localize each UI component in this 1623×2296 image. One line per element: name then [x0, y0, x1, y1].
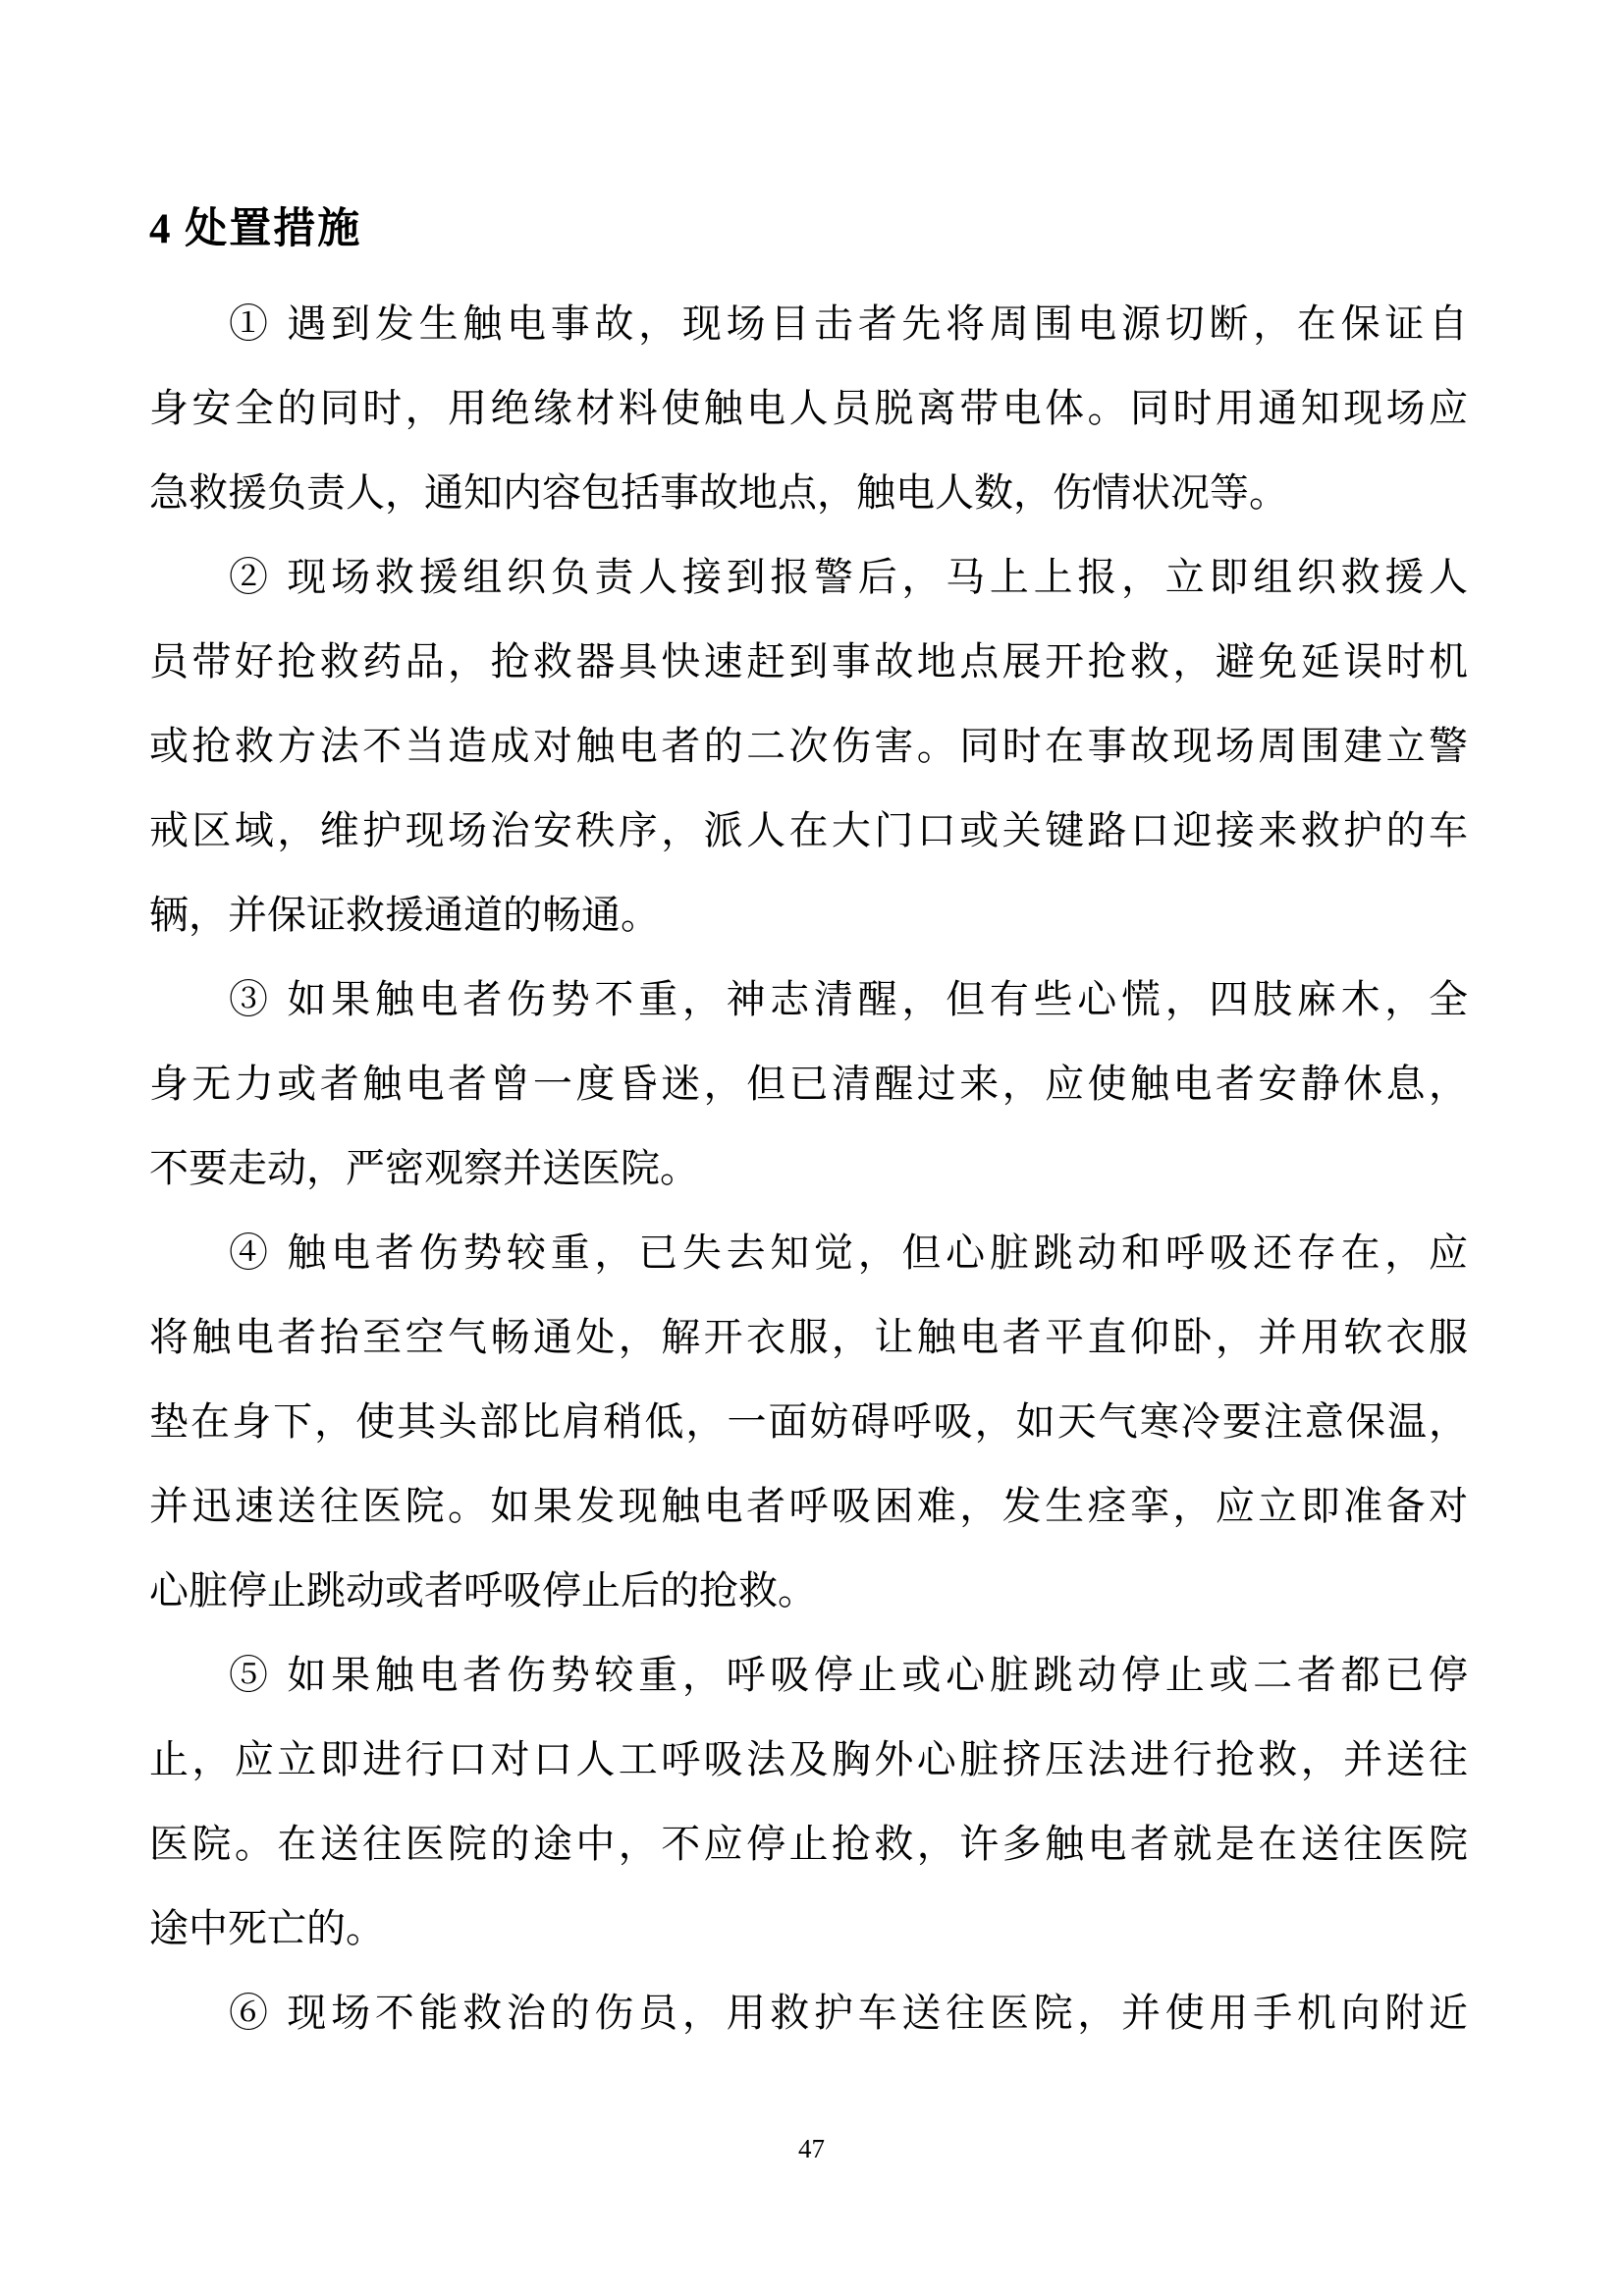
- text-line: 将触电者抬至空气畅通处，解开衣服，让触电者平直仰卧，并用软衣服: [149, 1315, 1468, 1359]
- paragraph-1: [149, 282, 1468, 535]
- text-line: 心脏停止跳动或者呼吸停止后的抢救。: [149, 1568, 817, 1613]
- text-line: ⑥ 现场不能救治的伤员，用救护车送往医院，并使用手机向附近: [229, 1991, 1468, 2035]
- text-line: 并迅速送往医院。如果发现触电者呼吸困难，发生痉挛，应立即准备对: [149, 1484, 1468, 1528]
- text-line: 或抢救方法不当造成对触电者的二次伤害。同时在事故现场周围建立警: [149, 724, 1468, 768]
- page-number: 47: [798, 2134, 825, 2163]
- text-line: ② 现场救援组织负责人接到报警后，马上上报，立即组织救援人: [229, 555, 1468, 599]
- text-line: 身无力或者触电者曾一度昏迷，但已清醒过来，应使触电者安静休息，: [149, 1062, 1468, 1106]
- text-line: 止，应立即进行口对口人工呼吸法及胸外心脏挤压法进行抢救，并送往: [149, 1737, 1468, 1781]
- text-line: 辆，并保证救援通道的畅通。: [149, 893, 660, 937]
- text-line: 身安全的同时，用绝缘材料使触电人员脱离带电体。同时用通知现场应: [149, 386, 1468, 430]
- text-line: ⑤ 如果触电者伤势较重，呼吸停止或心脏跳动停止或二者都已停: [229, 1653, 1468, 1697]
- text-line: ① 遇到发生触电事故，现场目击者先将周围电源切断，在保证自: [229, 301, 1468, 346]
- paragraph-2: [149, 535, 1468, 957]
- body-text: [149, 282, 1468, 2055]
- paragraph-5: [149, 1633, 1468, 1971]
- text-line: 急救援负责人，通知内容包括事故地点，触电人数，伤情状况等。: [149, 470, 1288, 515]
- text-line: 员带好抢救药品，抢救器具快速赶到事故地点展开抢救，避免延误时机: [149, 639, 1468, 683]
- text-line: 途中死亡的。: [149, 1906, 385, 1950]
- text-line: ④ 触电者伤势较重，已失去知觉，但心脏跳动和呼吸还存在，应: [229, 1230, 1468, 1275]
- text-line: ③ 如果触电者伤势不重，神志清醒，但有些心慌，四肢麻木，全: [229, 977, 1468, 1021]
- section-heading: 4 处置措施: [149, 206, 362, 252]
- text-line: 不要走动，严密观察并送医院。: [149, 1146, 699, 1190]
- text-line: 垫在身下，使其头部比肩稍低，一面妨碍呼吸，如天气寒冷要注意保温，: [149, 1399, 1468, 1444]
- paragraph-3: [149, 957, 1468, 1211]
- page-content: [149, 200, 1468, 2055]
- text-line: 戒区域，维护现场治安秩序，派人在大门口或关键路口迎接来救护的车: [149, 808, 1468, 852]
- paragraph-4: [149, 1211, 1468, 1633]
- paragraph-6: [149, 1971, 1468, 2055]
- text-line: 医院。在送往医院的途中，不应停止抢救，许多触电者就是在送往医院: [149, 1822, 1468, 1866]
